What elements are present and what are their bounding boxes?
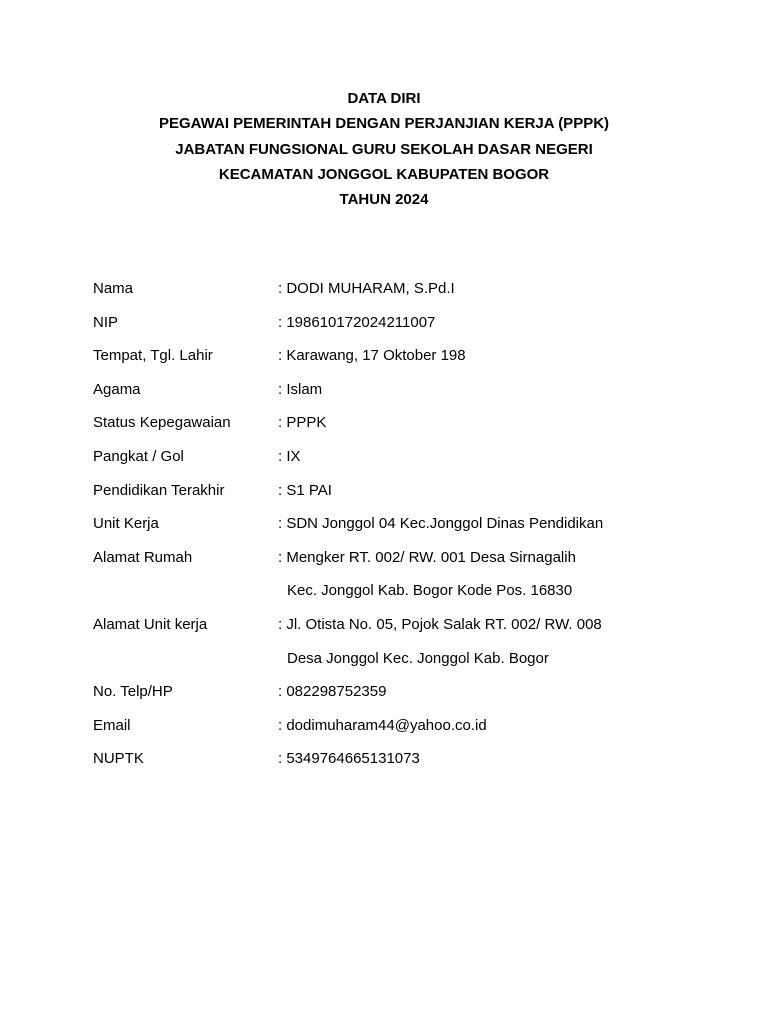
field-value: : 198610172024211007 (278, 313, 436, 331)
field-row-home-address-continued (93, 581, 733, 615)
field-value: : 5349764665131073 (278, 750, 420, 768)
field-label: Pangkat / Gol (93, 447, 184, 465)
field-value: : dodimuharam44@yahoo.co.id (278, 716, 487, 734)
field-row-employment-status (93, 413, 733, 447)
field-row-home-address (93, 548, 733, 582)
field-row-education (93, 481, 733, 515)
field-label: Tempat, Tgl. Lahir (93, 347, 213, 365)
field-row-nip (93, 313, 733, 347)
field-label: Status Kepegawaian (93, 414, 231, 432)
field-row-rank (93, 447, 733, 481)
field-row-work-unit (93, 514, 733, 548)
field-row-email (93, 716, 733, 750)
field-value: Desa Jonggol Kec. Jonggol Kab. Bogor (287, 649, 549, 667)
field-value: Kec. Jonggol Kab. Bogor Kode Pos. 16830 (287, 582, 573, 600)
field-label: NIP (93, 313, 119, 331)
field-label: No. Telp/HP (93, 683, 173, 701)
field-value: : PPPK (278, 414, 327, 432)
field-value: : Karawang, 17 Oktober 198 (278, 347, 466, 365)
heading-title: DATA DIRI (347, 90, 421, 107)
field-value: : Mengker RT. 002/ RW. 001 Desa Sirnagalih (278, 548, 576, 566)
field-value: : Jl. Otista No. 05, Pojok Salak RT. 002/ RW. 008 (278, 615, 602, 633)
field-row-work-unit-address-continued (93, 649, 733, 683)
field-label: Nama (93, 280, 134, 297)
field-row-phone (93, 682, 733, 716)
personal-data-list (93, 279, 733, 783)
field-value: : 082298752359 (278, 683, 387, 701)
field-label: NUPTK (93, 750, 144, 768)
field-label: Unit Kerja (93, 515, 159, 533)
heading-employee-type: PEGAWAI PEMERINTAH DENGAN PERJANJIAN KERJA (PPPK) (158, 115, 610, 133)
heading-position: JABATAN FUNGSIONAL GURU SEKOLAH DASAR NEGERI (175, 140, 593, 158)
field-label: Pendidikan Terakhir (93, 481, 225, 499)
document-heading (0, 86, 768, 212)
field-row-birth (93, 346, 733, 380)
field-row-religion (93, 380, 733, 414)
field-row-nuptk (93, 749, 733, 783)
field-value: : Islam (278, 380, 323, 398)
field-value: : SDN Jonggol 04 Kec.Jonggol Dinas Pendidikan (278, 515, 604, 533)
field-label: Agama (93, 380, 141, 398)
field-label: Email (93, 716, 131, 734)
field-value: : S1 PAI (278, 481, 332, 499)
field-label: Alamat Rumah (93, 548, 193, 566)
heading-district: KECAMATAN JONGGOL KABUPATEN BOGOR (218, 165, 550, 183)
field-row-nama (93, 279, 733, 313)
field-value: : IX (278, 447, 301, 465)
field-row-work-unit-address (93, 615, 733, 649)
field-label: Alamat Unit kerja (93, 615, 208, 633)
field-value: : DODI MUHARAM, S.Pd.I (278, 280, 455, 297)
heading-year: TAHUN 2024 (339, 191, 429, 209)
